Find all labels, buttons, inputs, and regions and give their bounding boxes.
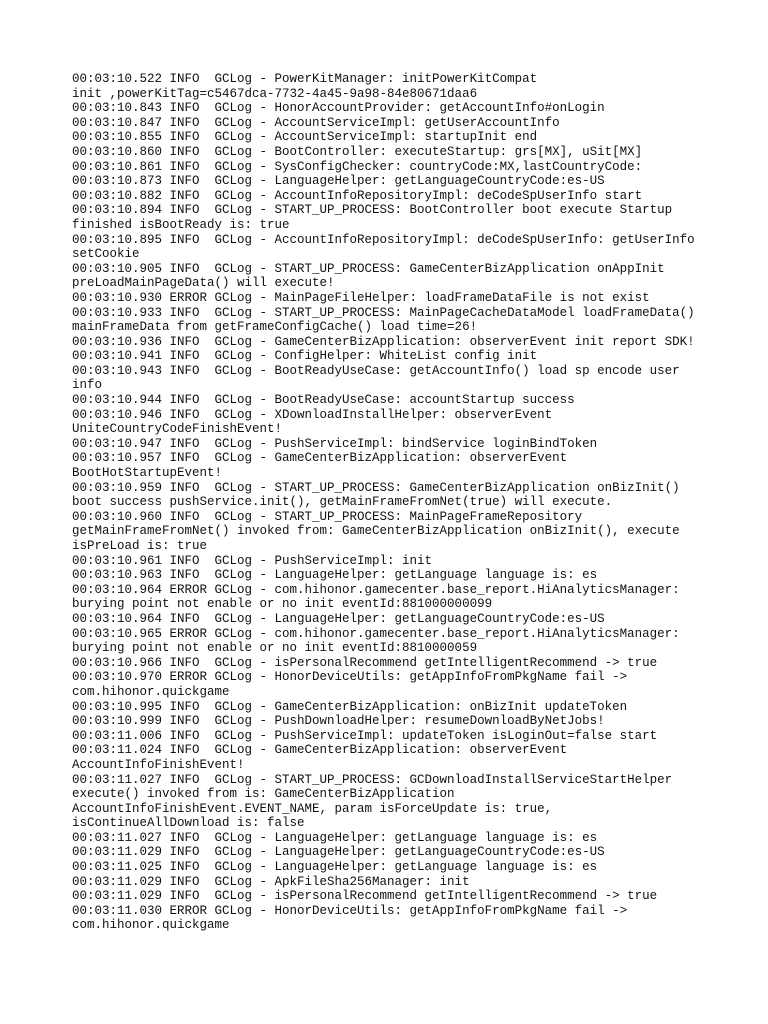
log-line: 00:03:10.961 INFO GCLog - PushServiceImpl: init xyxy=(72,553,433,568)
log-line: isPreLoad is: true xyxy=(72,539,208,553)
log-line: burying point not enable or no init eventId:881000000099 xyxy=(72,597,493,612)
log-line: AccountInfoFinishEvent! xyxy=(72,757,245,772)
log-line: setCookie xyxy=(72,247,140,262)
log-line: init ,powerKitTag=c5467dca-7732-4a45-9a98-84e80671daa6 xyxy=(72,86,478,101)
log-line: 00:03:10.855 INFO GCLog - AccountServiceImpl: startupInit end xyxy=(72,130,538,145)
log-line: com.hihonor.quickgame xyxy=(72,918,230,933)
log-line: com.hihonor.quickgame xyxy=(72,684,230,699)
log-line: 00:03:10.847 INFO GCLog - AccountServiceImpl: getUserAccountInfo xyxy=(72,115,560,130)
log-line: 00:03:11.025 INFO GCLog - LanguageHelper: getLanguage language is: es xyxy=(72,860,598,875)
log-line: 00:03:10.933 INFO GCLog - START_UP_PROCESS: MainPageCacheDataModel loadFrameData() xyxy=(72,305,695,320)
log-line: 00:03:10.936 INFO GCLog - GameCenterBizApplication: observerEvent init report SDK! xyxy=(72,334,695,349)
log-line: UniteCountryCodeFinishEvent! xyxy=(72,422,283,437)
log-line: 00:03:10.895 INFO GCLog - AccountInfoRepositoryImpl: deCodeSpUserInfo: getUserInfo xyxy=(72,232,695,247)
log-line: burying point not enable or no init eventId:8810000059 xyxy=(72,641,478,656)
log-line: BootHotStartupEvent! xyxy=(72,466,223,481)
log-line: 00:03:10.843 INFO GCLog - HonorAccountProvider: getAccountInfo#onLogin xyxy=(72,101,605,116)
log-line: execute() invoked from is: GameCenterBizApplication xyxy=(72,787,455,802)
log-line: 00:03:10.941 INFO GCLog - ConfigHelper: WhiteList config init xyxy=(72,349,538,364)
log-line: 00:03:11.027 INFO GCLog - START_UP_PROCESS: GCDownloadInstallServiceStartHelper xyxy=(72,772,673,787)
log-line: 00:03:10.861 INFO GCLog - SysConfigChecker: countryCode:MX,lastCountryCode: xyxy=(72,159,643,174)
log-line: 00:03:10.905 INFO GCLog - START_UP_PROCESS: GameCenterBizApplication onAppInit xyxy=(72,261,665,276)
log-line: 00:03:10.944 INFO GCLog - BootReadyUseCase: accountStartup success xyxy=(72,393,575,408)
log-line: 00:03:10.970 ERROR GCLog - HonorDeviceUtils: getAppInfoFromPkgName fail -> xyxy=(72,670,628,685)
log-line: 00:03:10.964 ERROR GCLog - com.hihonor.gamecenter.base_report.HiAnalyticsManager: xyxy=(72,582,680,597)
log-line: 00:03:10.963 INFO GCLog - LanguageHelper: getLanguage language is: es xyxy=(72,568,598,583)
log-line: 00:03:10.947 INFO GCLog - PushServiceImpl: bindService loginBindToken xyxy=(72,436,598,451)
log-line: 00:03:11.027 INFO GCLog - LanguageHelper: getLanguage language is: es xyxy=(72,830,598,845)
log-line: 00:03:11.030 ERROR GCLog - HonorDeviceUtils: getAppInfoFromPkgName fail -> xyxy=(72,903,628,918)
log-line: 00:03:11.024 INFO GCLog - GameCenterBizApplication: observerEvent xyxy=(72,743,568,758)
log-line: mainFrameData from getFrameConfigCache() load time=26! xyxy=(72,320,478,335)
log-line: 00:03:10.522 INFO GCLog - PowerKitManager: initPowerKitCompat xyxy=(72,72,538,86)
log-line: 00:03:10.957 INFO GCLog - GameCenterBizApplication: observerEvent xyxy=(72,451,568,466)
log-line: 00:03:10.946 INFO GCLog - XDownloadInstallHelper: observerEvent xyxy=(72,407,553,422)
log-line: 00:03:10.959 INFO GCLog - START_UP_PROCESS: GameCenterBizApplication onBizInit() xyxy=(72,480,680,495)
log-line: 00:03:10.943 INFO GCLog - BootReadyUseCase: getAccountInfo() load sp encode user xyxy=(72,363,680,378)
log-line: 00:03:10.930 ERROR GCLog - MainPageFileHelper: loadFrameDataFile is not exist xyxy=(72,290,650,305)
log-line: 00:03:10.965 ERROR GCLog - com.hihonor.gamecenter.base_report.HiAnalyticsManager: xyxy=(72,626,680,641)
log-line: info xyxy=(72,378,103,393)
log-line: boot success pushService.init(), getMainFrameFromNet(true) will execute. xyxy=(72,495,613,510)
log-line: 00:03:11.029 INFO GCLog - LanguageHelper: getLanguageCountryCode:es-US xyxy=(72,845,605,860)
log-line: finished isBootReady is: true xyxy=(72,217,290,232)
log-text-block xyxy=(72,72,712,933)
log-line: 00:03:10.999 INFO GCLog - PushDownloadHelper: resumeDownloadByNetJobs! xyxy=(72,714,605,729)
log-line: isContinueAllDownload is: false xyxy=(72,816,305,831)
log-line: 00:03:11.029 INFO GCLog - ApkFileSha256Manager: init xyxy=(72,874,470,889)
log-line: 00:03:11.006 INFO GCLog - PushServiceImpl: updateToken isLoginOut=false start xyxy=(72,728,658,743)
log-line: 00:03:10.882 INFO GCLog - AccountInfoRepositoryImpl: deCodeSpUserInfo start xyxy=(72,188,643,203)
log-line: 00:03:10.873 INFO GCLog - LanguageHelper: getLanguageCountryCode:es-US xyxy=(72,174,605,189)
log-line: preLoadMainPageData() will execute! xyxy=(72,276,335,291)
log-line: 00:03:10.995 INFO GCLog - GameCenterBizApplication: onBizInit updateToken xyxy=(72,699,628,714)
log-line: 00:03:10.966 INFO GCLog - isPersonalRecommend getIntelligentRecommend -> true xyxy=(72,655,658,670)
log-line: 00:03:11.029 INFO GCLog - isPersonalRecommend getIntelligentRecommend -> true xyxy=(72,889,658,904)
log-line: getMainFrameFromNet() invoked from: GameCenterBizApplication onBizInit(), execute xyxy=(72,524,680,539)
log-line: 00:03:10.894 INFO GCLog - START_UP_PROCESS: BootController boot execute Startup xyxy=(72,203,673,218)
log-line: 00:03:10.964 INFO GCLog - LanguageHelper: getLanguageCountryCode:es-US xyxy=(72,611,605,626)
log-line: 00:03:10.960 INFO GCLog - START_UP_PROCESS: MainPageFrameRepository xyxy=(72,509,583,524)
log-line: 00:03:10.860 INFO GCLog - BootController: executeStartup: grs[MX], uSit[MX] xyxy=(72,144,643,159)
log-line: AccountInfoFinishEvent.EVENT_NAME, param isForceUpdate is: true, xyxy=(72,801,553,816)
